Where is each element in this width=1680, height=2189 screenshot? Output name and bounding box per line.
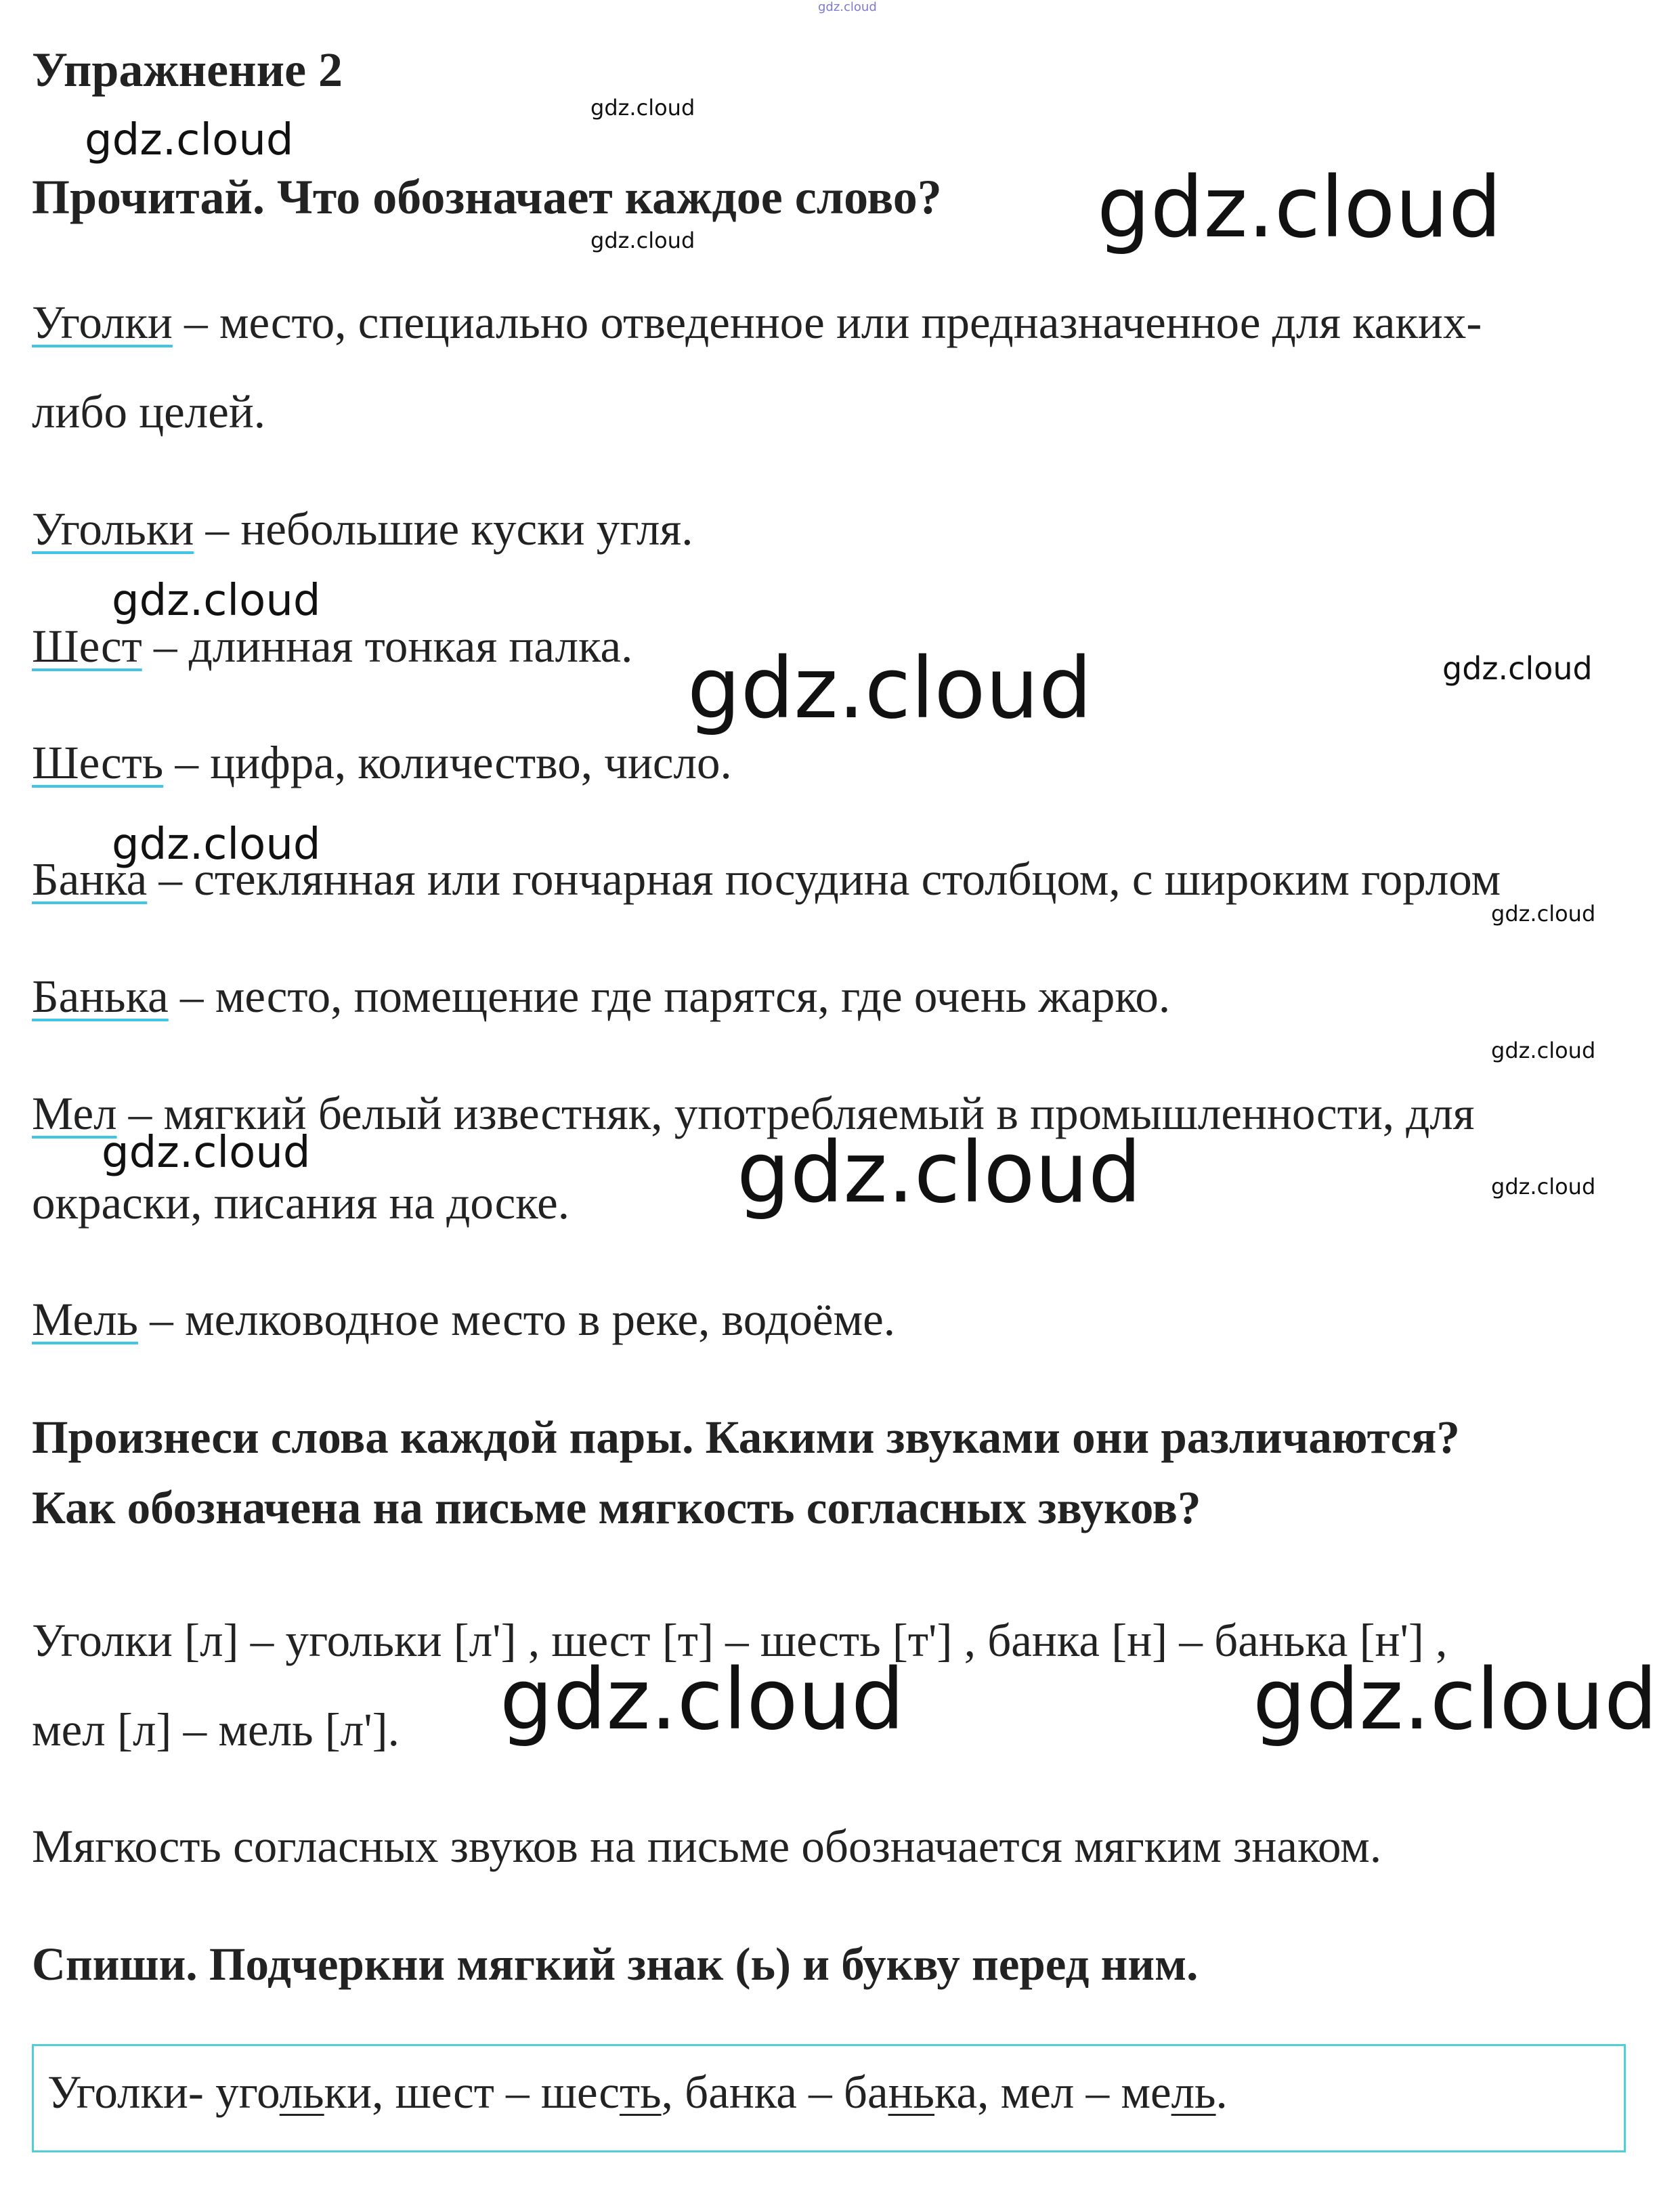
definition-continuation: либо целей. xyxy=(32,386,265,438)
term: Уголки xyxy=(32,297,173,348)
task-question: Произнеси слова каждой пары. Какими звуками они различаются? xyxy=(32,1411,1460,1463)
definition-text: – мягкий белый известняк, употребляемый в промышленности, для xyxy=(116,1088,1475,1139)
watermark: gdz.cloud xyxy=(1491,901,1596,927)
watermark: gdz.cloud xyxy=(818,0,877,14)
watermark: gdz.cloud xyxy=(1253,1651,1658,1749)
answer-part: ки, шест – шес xyxy=(324,2066,620,2118)
watermark: gdz.cloud xyxy=(85,115,294,165)
task-instruction: Спиши. Подчеркни мягкий знак (ь) и букву перед ним. xyxy=(32,1938,1199,1990)
answer-part: ка, мел – ме xyxy=(934,2066,1171,2118)
definition-line xyxy=(32,952,1170,1041)
watermark: gdz.cloud xyxy=(112,576,321,626)
underlined-letters: ть xyxy=(619,2066,662,2118)
definition-text: – цифра, количество, число. xyxy=(163,737,732,788)
watermark: gdz.cloud xyxy=(590,95,695,121)
definition-line xyxy=(32,484,693,574)
term: Банка xyxy=(32,853,148,905)
sounds-answer: Уголки [л] – угольки [л'] , шест [т] – шесть [т'] , банка [н] – банька [н'] , xyxy=(32,1615,1448,1666)
definition-text: – место, специально отведенное или предназначенное для каких- xyxy=(172,297,1482,348)
watermark: gdz.cloud xyxy=(102,1128,311,1178)
definition-text: – стеклянная или гончарная посудина столбцом, с широким горлом xyxy=(147,853,1501,905)
exercise-title: Упражнение 2 xyxy=(32,43,343,97)
definition-line xyxy=(32,718,732,807)
watermark: gdz.cloud xyxy=(1491,1174,1596,1199)
task-instruction: Прочитай. Что обозначает каждое слово? xyxy=(32,170,942,224)
definition-text: – место, помещение где парятся, где очень жарко. xyxy=(168,971,1171,1022)
term: Шест xyxy=(32,620,142,672)
conclusion: Мягкость согласных звуков на письме обозначается мягким знаком. xyxy=(32,1821,1382,1872)
definition-line xyxy=(32,1275,895,1364)
answer-text xyxy=(47,2066,1228,2119)
watermark: gdz.cloud xyxy=(112,820,321,870)
answer-part: . xyxy=(1215,2066,1228,2118)
answer-part: Уголки- уго xyxy=(47,2066,280,2118)
definition-text: – небольшие куски угля. xyxy=(194,503,693,555)
sounds-answer: мел [л] – мель [л']. xyxy=(32,1704,400,1756)
watermark: gdz.cloud xyxy=(1491,1038,1596,1063)
term: Мел xyxy=(32,1088,117,1139)
term: Мель xyxy=(32,1294,138,1345)
definition-line xyxy=(32,278,1482,367)
task-question: Как обозначена на письме мягкость согласных звуков? xyxy=(32,1482,1201,1533)
term: Угольки xyxy=(32,503,194,555)
definition-text: – мелководное место в реке, водоёме. xyxy=(137,1294,895,1345)
watermark: gdz.cloud xyxy=(737,1124,1142,1222)
definition-text: – длинная тонкая палка. xyxy=(142,620,633,672)
watermark: gdz.cloud xyxy=(1442,650,1593,687)
watermark: gdz.cloud xyxy=(687,640,1092,738)
underlined-letters: ль xyxy=(1171,2066,1216,2118)
term: Шесть xyxy=(32,737,164,788)
underlined-letters: ль xyxy=(279,2066,324,2118)
underlined-letters: нь xyxy=(888,2066,934,2118)
term: Банька xyxy=(32,971,169,1022)
definition-continuation: окраски, писания на доске. xyxy=(32,1177,569,1229)
watermark: gdz.cloud xyxy=(500,1651,905,1749)
watermark: gdz.cloud xyxy=(590,228,695,253)
answer-part: , банка – ба xyxy=(661,2066,888,2118)
watermark: gdz.cloud xyxy=(1097,159,1502,257)
